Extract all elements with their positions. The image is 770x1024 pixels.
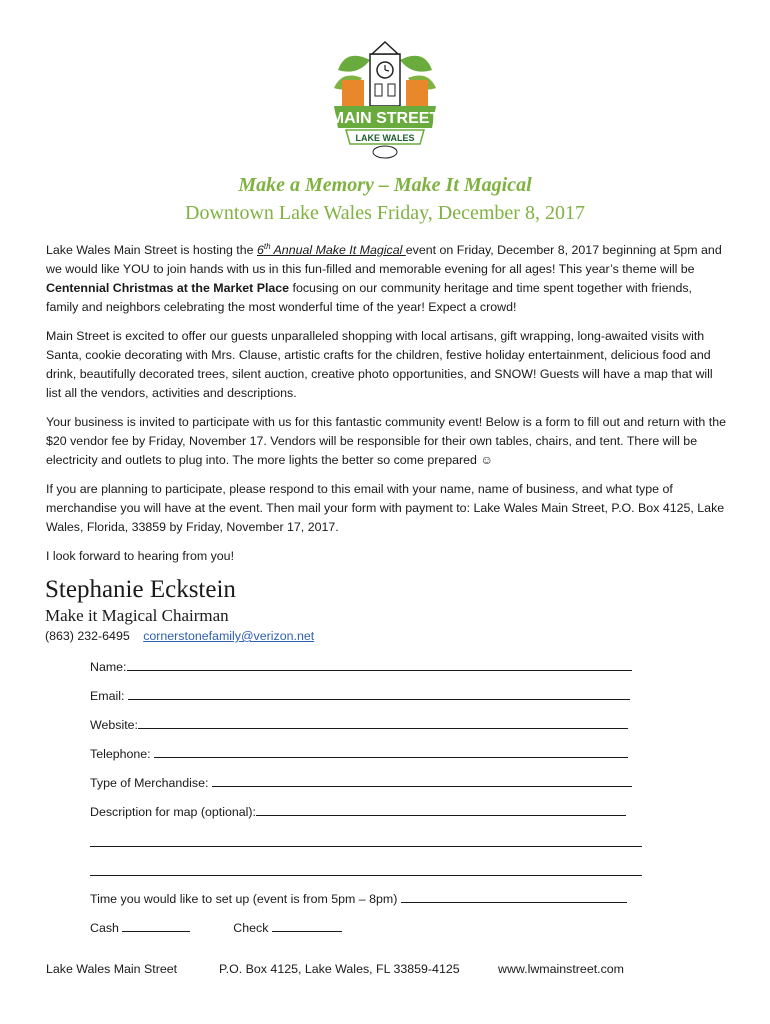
form-website-field[interactable] [90,717,650,732]
form-payment-field [90,920,650,935]
paragraph-invitation: Your business is invited to participate with us for this fantastic community event! Below is a form to fill out and return with the $20 vendor fee by Friday, November 17. Vendors will be responsible for their own tables, chairs, and tent. There will be electricity and outlets to plug into. The more lights the better so come prepared ☺ [46,415,726,467]
paragraph-offerings: Main Street is excited to offer our guests unparalleled shopping with local artisans, gift wrapping, long-awaited visits with Santa, cookie decorating with Mrs. Clause, artistic crafts for the children, festive holiday entertainment, delicious food and drink, beautifully decorated trees, silent auction, creative photo opportunities, and SNOW! Guests will have a map that will list all the vendors, activities and descriptions. [46,329,713,400]
setup-time-blank[interactable] [401,891,627,903]
form-telephone-field[interactable] [90,746,650,761]
email-blank[interactable] [128,688,630,700]
main-street-logo [328,40,442,160]
description-blank-line-2[interactable] [90,845,642,847]
letter-body [46,241,726,576]
signature-role: Make it Magical Chairman [45,606,229,625]
form-email-field[interactable] [90,688,650,703]
website-blank[interactable] [138,717,628,729]
intro-text-c: focusing on our community heritage and time spent together with friends, family and neighbors celebrating the most wonderful time of the year! Expect a crowd! [46,281,692,314]
setup-time-label: Time you would like to set up (event is from 5pm – 8pm) [90,892,401,906]
merchandise-blank[interactable] [212,775,632,787]
intro-event-name [257,243,406,257]
intro-theme: Centennial Christmas at the Market Place [46,281,290,295]
intro-ordinal: 6 [256,243,264,257]
description-label: Description for map (optional): [90,805,256,819]
cash-label: Cash [90,921,123,935]
check-blank[interactable] [272,920,342,932]
telephone-label: Telephone: [90,747,155,761]
form-name-field[interactable] [90,659,650,674]
intro-text-b: event on Friday, December 8, 2017 beginning at 5pm and we would like YOU to join hands with us in this fun-filled and memorable evening for all ages! This year’s theme will be [46,243,722,276]
paragraph-intro [46,241,726,317]
website-label: Website: [90,718,138,732]
check-label: Check [233,921,272,935]
paragraph-closing: I look forward to hearing from you! [46,549,235,563]
cash-blank[interactable] [122,920,190,932]
name-label: Name: [90,660,127,674]
footer-organization: Lake Wales Main Street [46,962,178,976]
intro-ordinal-suffix: th [263,241,271,251]
paragraph-instructions: If you are planning to participate, please respond to this email with your name, name of business, and what type of merchandise you will have at the event. Then mail your form with payment to: Lake Wales Main Street, P.O. Box 4125, Lake Wales, Florida, 33859 by Friday, November 17, 2017. [46,482,725,534]
signature-email-link[interactable]: cornerstonefamily@verizon.net [143,629,315,643]
form-merchandise-field[interactable] [90,775,650,790]
heading-event-date: Downtown Lake Wales Friday, December 8, 2017 [185,202,585,224]
telephone-blank[interactable] [154,746,628,758]
description-blank-line-3[interactable] [90,874,642,876]
description-blank[interactable] [256,804,626,816]
intro-event-label: Annual Make It Magical [270,243,406,257]
logo-subtitle-text: LAKE WALES [355,133,415,143]
email-label: Email: [90,689,128,703]
intro-text-a: Lake Wales Main Street is hosting the [46,243,257,257]
footer-website[interactable]: www.lwmainstreet.com [498,962,624,976]
signature-phone: (863) 232-6495 [45,629,130,643]
form-description-field[interactable] [90,804,650,819]
form-setup-time-field[interactable] [90,891,650,906]
name-blank[interactable] [127,659,632,671]
signature-contact [45,629,314,643]
signature-name: Stephanie Eckstein [45,576,236,603]
merchandise-label: Type of Merchandise: [90,776,212,790]
heading-tagline: Make a Memory – Make It Magical [238,174,532,196]
logo-title-text: MAIN STREET [330,110,440,127]
footer-address: P.O. Box 4125, Lake Wales, FL 33859-4125 [219,962,460,976]
